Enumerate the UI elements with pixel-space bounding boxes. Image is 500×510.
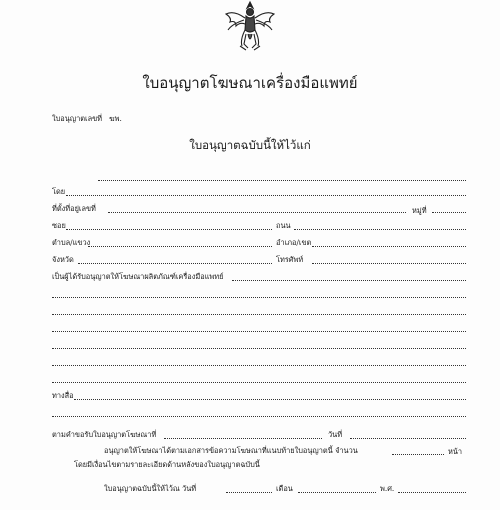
product-line[interactable] <box>52 331 466 332</box>
road-line[interactable] <box>294 229 466 230</box>
document-subtitle: ใบอนุญาตฉบับนี้ให้ไว้แก่ <box>189 138 311 152</box>
district-label: อำเภอ/เขต <box>276 238 312 247</box>
month-label: เดือน <box>276 484 293 493</box>
document-title: ใบอนุญาตโฆษณาเครื่องมือแพทย์ <box>142 74 358 92</box>
license-number-label: ใบอนุญาตเลขที่ <box>52 114 103 123</box>
issue-month-line[interactable] <box>298 492 376 493</box>
receipt-line[interactable] <box>164 438 322 439</box>
licensee-name-line[interactable] <box>98 180 466 181</box>
permit-line[interactable] <box>232 280 466 281</box>
province-label: จังหวัด <box>52 255 74 264</box>
media-line[interactable] <box>52 416 466 417</box>
district-line[interactable] <box>312 246 466 247</box>
license-prefix: ฆพ. <box>109 114 122 123</box>
subdistrict-line[interactable] <box>88 246 272 247</box>
pages-label: หน้า <box>448 447 463 456</box>
phone-line[interactable] <box>312 263 466 264</box>
road-label: ถนน <box>276 221 291 230</box>
media-line[interactable] <box>74 399 466 400</box>
issue-year-line[interactable] <box>398 492 466 493</box>
product-line[interactable] <box>52 348 466 349</box>
soi-label: ซอย <box>52 221 66 230</box>
province-line[interactable] <box>78 263 272 264</box>
garuda-emblem-icon <box>222 0 278 52</box>
license-number-row <box>52 114 122 123</box>
approval-text: อนุญาตให้โฆษณาได้ตามเอกสารข้อความโฆษณาที่แนบท้ายใบอนุญาตนี้ จำนวน <box>104 446 358 455</box>
phone-label: โทรศัพท์ <box>276 255 304 264</box>
by-label: โดย <box>52 187 66 196</box>
permit-text: เป็นผู้ได้รับอนุญาตให้โฆษณาผลิตภัณฑ์เครื่องมือแพทย์ <box>52 272 224 281</box>
issued-label: ใบอนุญาตฉบับนี้ให้ไว้ณ วันที่ <box>104 484 197 493</box>
address-label: ที่ตั้งที่อยู่เลขที่ <box>52 204 96 213</box>
product-line[interactable] <box>52 365 466 366</box>
moo-line[interactable] <box>432 212 466 213</box>
product-line[interactable] <box>52 297 466 298</box>
moo-label: หมู่ที่ <box>412 206 427 215</box>
condition-text: โดยมีเงื่อนไขตามรายละเอียดด้านหลังของใบอนุญาตฉบับนี้ <box>74 460 260 469</box>
subdistrict-label: ตำบล/แขวง <box>52 238 91 247</box>
media-label: ทางสื่อ <box>52 391 74 400</box>
issue-day-line[interactable] <box>226 492 272 493</box>
by-line[interactable] <box>66 195 466 196</box>
receipt-label: ตามคำขอรับใบอนุญาตโฆษณาที่ <box>52 430 157 439</box>
address-line[interactable] <box>108 212 406 213</box>
date-line[interactable] <box>350 438 466 439</box>
product-line[interactable] <box>52 314 466 315</box>
date-label: วันที่ <box>328 430 343 439</box>
product-line[interactable] <box>52 382 466 383</box>
year-label: พ.ศ. <box>380 484 395 493</box>
soi-line[interactable] <box>66 229 272 230</box>
pages-line[interactable] <box>392 454 444 455</box>
